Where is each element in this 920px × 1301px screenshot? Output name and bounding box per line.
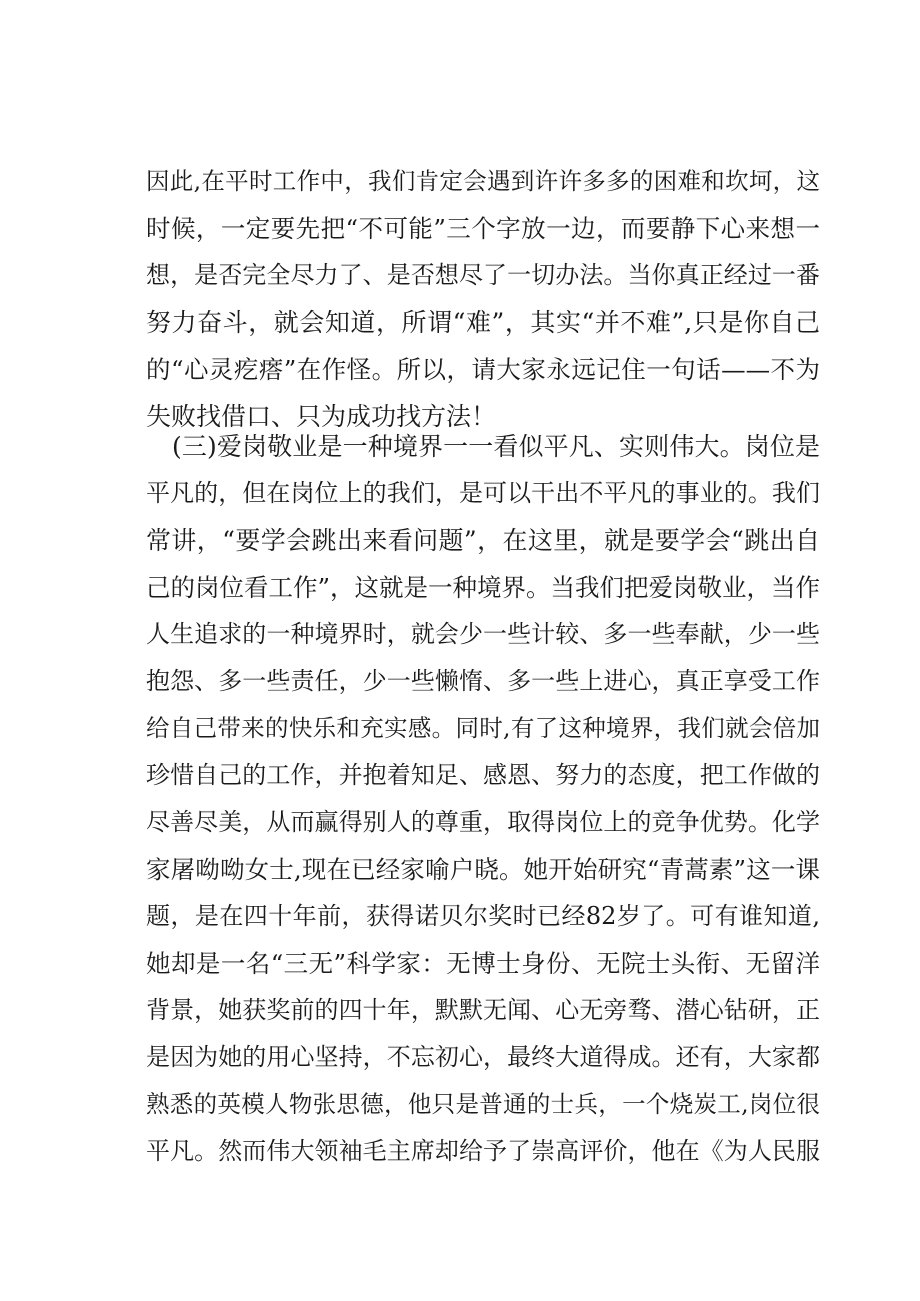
paragraph-line: 的“心灵疙瘩”在作怪。所以，请大家永远记住一句话——不为: [146, 355, 820, 384]
paragraph-line: 背景，她获奖前的四十年，默默无闻、心无旁骛、潜心钻研，正: [146, 996, 820, 1024]
paragraph-line: 尽善尽美，从而赢得别人的尊重，取得岗位上的竞争优势。化学: [146, 808, 820, 836]
paragraph-line: (三)爱岗敬业是一种境界一一看似平凡、实则伟大。岗位是: [172, 432, 820, 461]
paragraph-line: 失败找借口、只为成功找方法！: [146, 402, 497, 431]
paragraph-line: 己的岗位看工作”，这就是一种境界。当我们把爱岗敬业，当作: [146, 573, 821, 602]
paragraph-line: 想，是否完全尽力了、是否想尽了一切办法。当你真正经过一番: [146, 261, 820, 289]
paragraph-line: 给自己带来的快乐和充实感。同时,有了这种境界，我们就会倍加: [146, 714, 820, 742]
paragraph-line: 题，是在四十年前，获得诺贝尔奖时已经82岁了。可有谁知道,: [146, 902, 820, 930]
paragraph-line: 平凡的，但在岗位上的我们，是可以干出不平凡的事业的。我们: [146, 479, 820, 507]
paragraph-dedication: [146, 423, 820, 1175]
paragraph-line: 她却是一名“三无”科学家：无博士身份、无院士头衔、无留洋: [146, 949, 820, 978]
paragraph-line: 平凡。然而伟大领袖毛主席却给予了崇高评价，他在《为人民服: [146, 1137, 820, 1165]
paragraph-difficulties: [146, 158, 820, 440]
paragraph-line: 是因为她的用心坚持，不忘初心，最终大道得成。还有，大家都: [146, 1043, 820, 1071]
paragraph-line: 珍惜自己的工作，并抱着知足、感恩、努力的态度，把工作做的: [146, 761, 820, 789]
paragraph-line: 时候，一定要先把“不可能”三个字放一边，而要静下心来想一: [146, 214, 820, 243]
paragraph-line: 常讲，“要学会跳出来看问题”，在这里，就是要学会“跳出自: [146, 526, 820, 555]
paragraph-line: 人生追求的一种境界时，就会少一些计较、多一些奉献，少一些: [146, 620, 820, 648]
paragraph-line: 熟悉的英模人物张思德，他只是普通的士兵，一个烧炭工,岗位很: [146, 1090, 820, 1118]
paragraph-line: 抱怨、多一些责任，少一些懒惰、多一些上进心，真正享受工作: [146, 667, 820, 695]
paragraph-line: 努力奋斗，就会知道，所谓“难”，其实“并不难”,只是你自己: [146, 308, 820, 337]
paragraph-line: 因此,在平时工作中，我们肯定会遇到许许多多的困难和坎坷，这: [146, 167, 820, 195]
paragraph-line: 家屠呦呦女士,现在已经家喻户晓。她开始研究“青蒿素”这一课: [146, 855, 820, 884]
